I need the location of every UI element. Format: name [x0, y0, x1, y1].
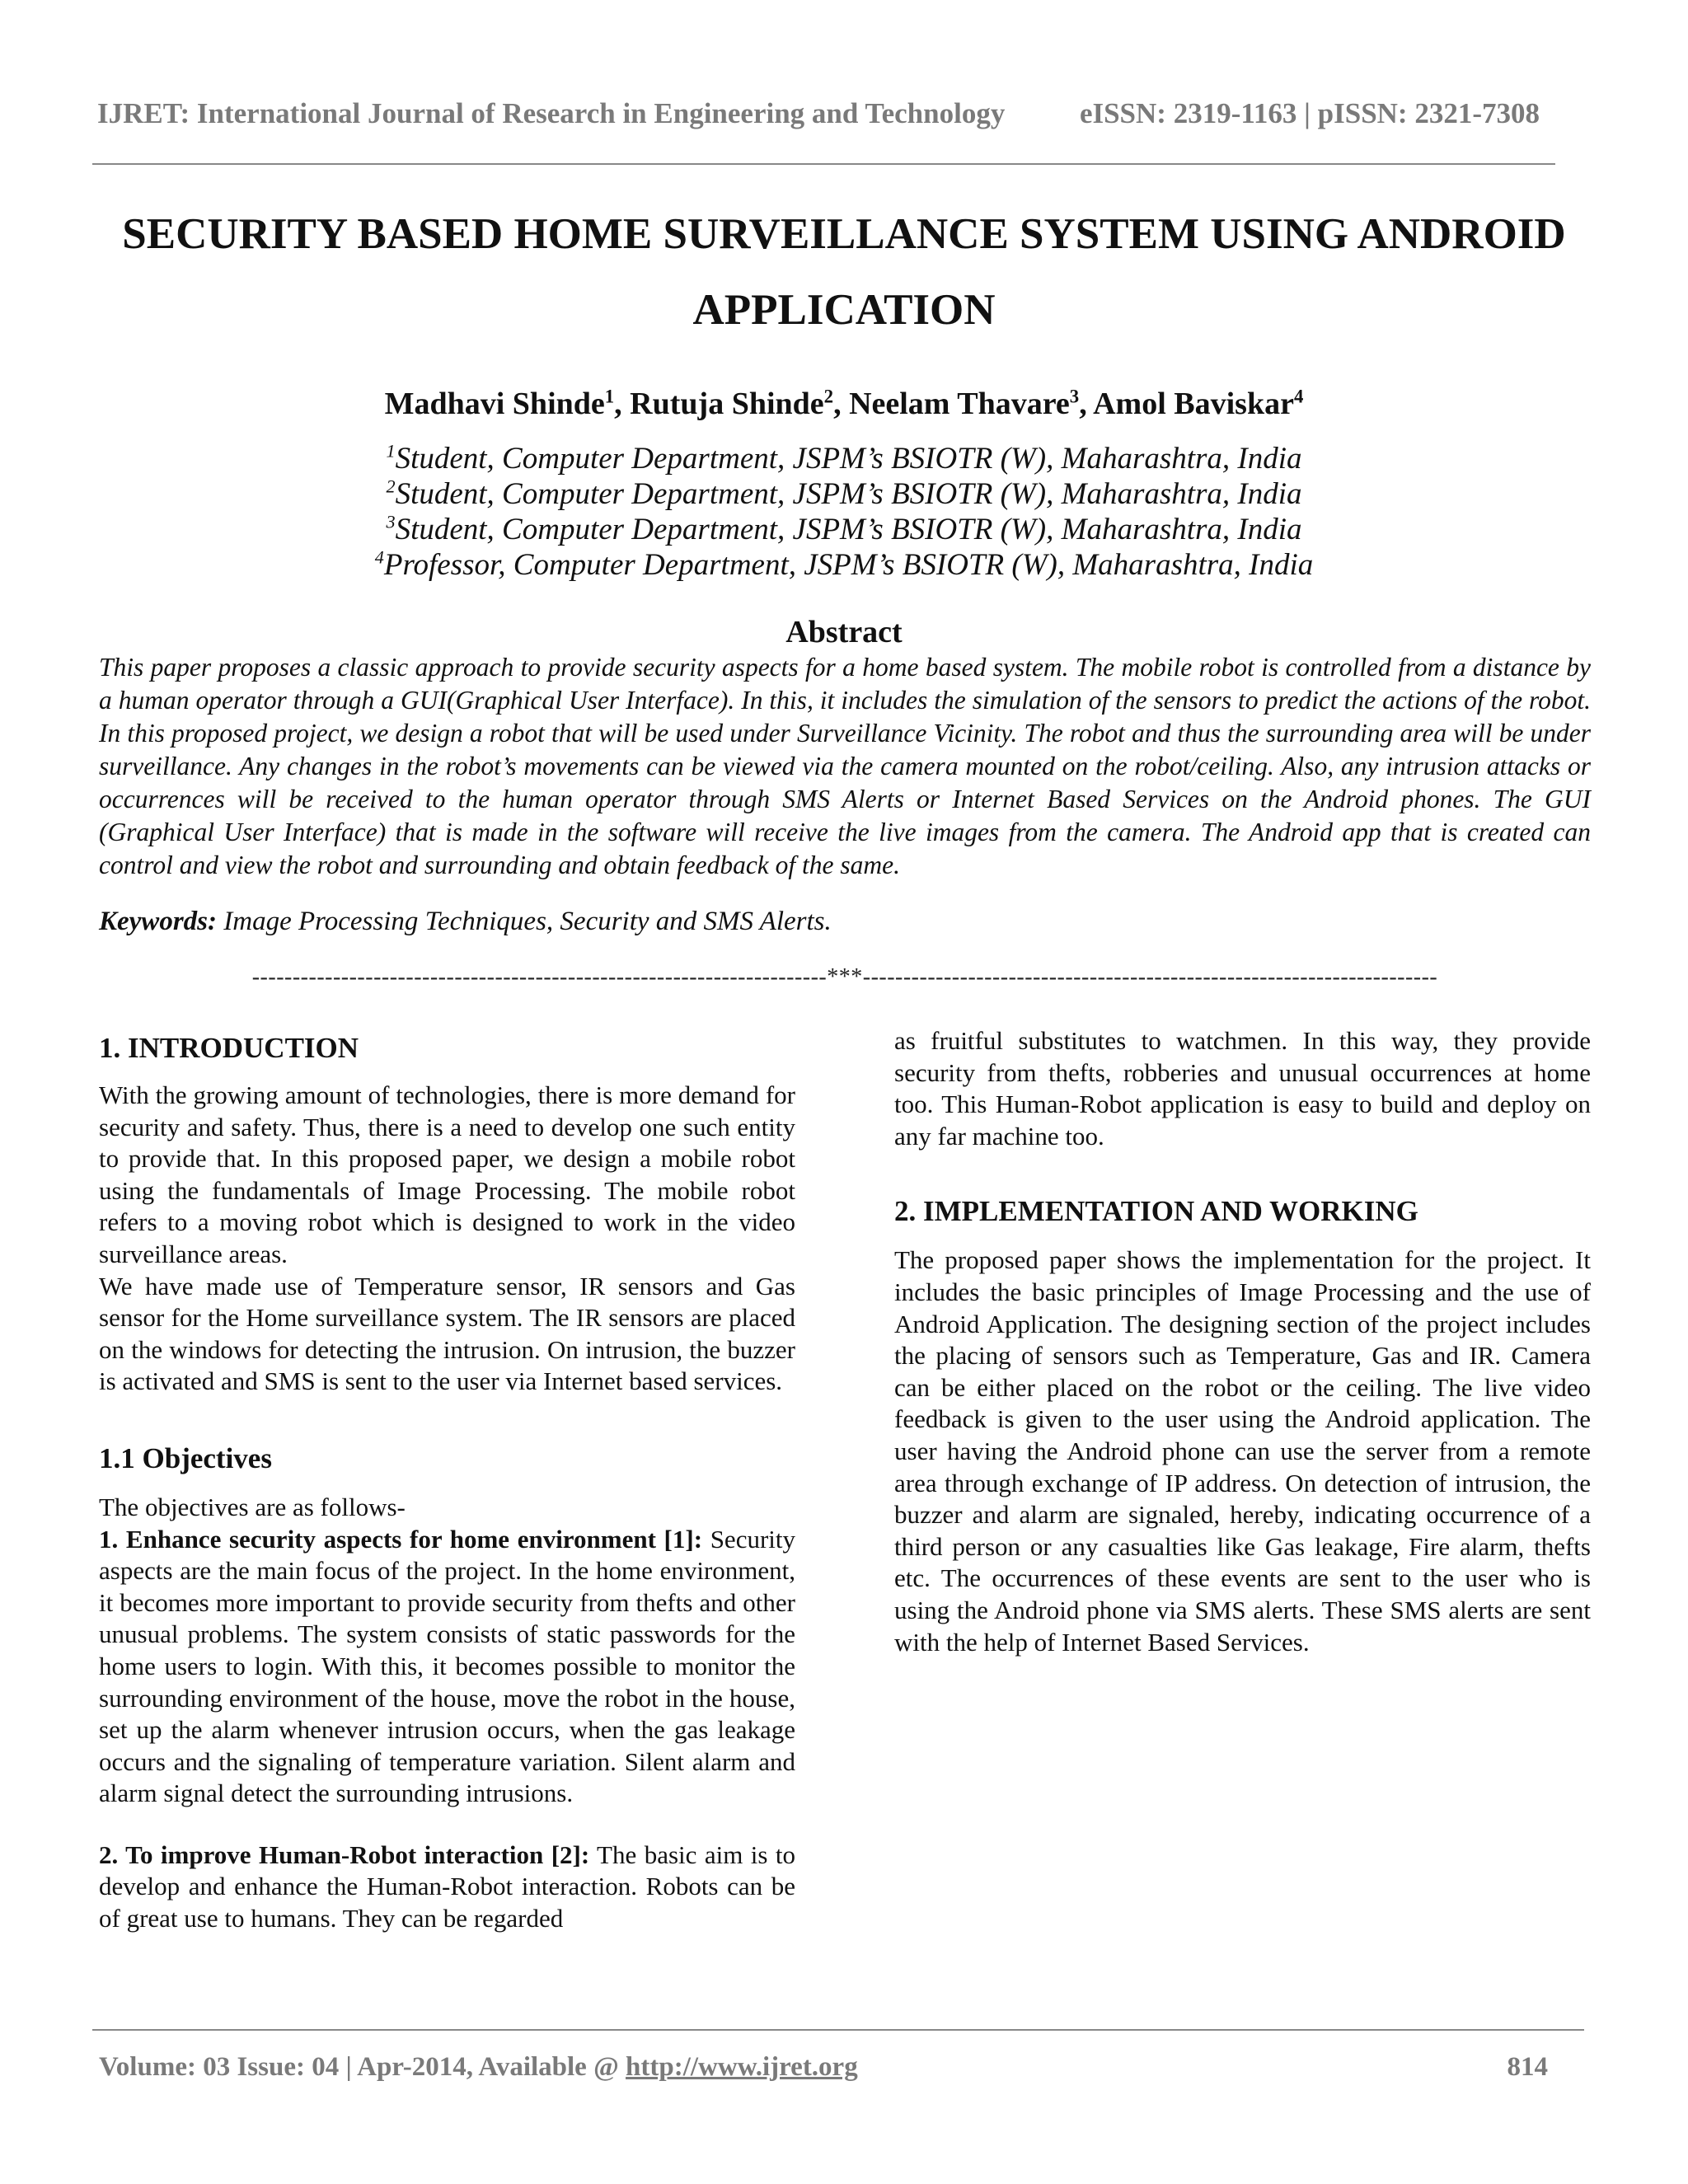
- affiliation-line: [82, 512, 1606, 547]
- objective-2-text: The basic aim is to develop and enhance the Human-Robot interaction. Robots can be of great use to humans. They can be regarded: [99, 1840, 795, 1933]
- journal-link[interactable]: http://www.ijret.org: [626, 2052, 858, 2082]
- author-mark: 1: [604, 386, 615, 407]
- objectives-heading: 1.1 Objectives: [99, 1441, 272, 1474]
- author-name: Rutuja Shinde: [630, 387, 824, 421]
- title-line-1: SECURITY BASED HOME SURVEILLANCE SYSTEM USING ANDROID: [122, 210, 1566, 258]
- journal-name: IJRET: International Journal of Research in Engineering and Technology: [97, 97, 1006, 129]
- affiliation-line: [82, 476, 1606, 512]
- affiliation-list: [82, 441, 1606, 583]
- footer-divider: [92, 2029, 1584, 2031]
- objectives-intro: The objectives are as follows-: [99, 1492, 406, 1521]
- section-separator: -----------------------------------------------------------------------***-----------------------------------------------------------------------: [251, 964, 1438, 990]
- affiliation-text: Professor, Computer Department, JSPM’s BSIOTR (W), Maharashtra, India: [383, 548, 1314, 582]
- author-separator: ,: [833, 387, 850, 421]
- abstract-heading: Abstract: [785, 615, 903, 649]
- abstract-text: This paper proposes a classic approach to provide security aspects for a home based system. The mobile robot is controlled from a distance by a human operator through a GUI(Graphical User Interface). In this, it includes the simulation of the sensors to predict the actions of the robot. In this proposed project, we design a robot that will be used under Surveillance Vicinity. The robot and thus the surrounding area will be under surveillance. Any changes in the robot’s movements can be viewed via the camera mounted on the robot/ceiling. Also, any intrusion attacks or occurrences will be received to the human operator through SMS Alerts or Internet Based Services on the Android phones. The GUI (Graphical User Interface) that is made in the software will receive the live images from the camera. The Android app that is created can control and view the robot and surrounding and obtain feedback of the same.: [99, 653, 1591, 879]
- paper-title: [82, 196, 1606, 348]
- author-name: Amol Baviskar: [1093, 387, 1294, 421]
- author-mark: 2: [823, 386, 834, 407]
- objective-1-text: Security aspects are the main focus of the project. In the home environment, it becomes more important to provide security from thefts and other unusual problems. The system consists of static passwords for the home users to login. With this, it becomes possible to monitor the surrounding environment of the house, move the robot in the house, set up the alarm whenever intrusion occurs, when the gas leakage occurs and the signaling of temperature variation. Silent alarm and alarm signal detect the surrounding intrusions.: [99, 1524, 795, 1808]
- affiliation-mark: 2: [386, 476, 396, 497]
- affiliation-text: Student, Computer Department, JSPM’s BSIOTR (W), Maharashtra, India: [395, 477, 1302, 511]
- affiliation-mark: 1: [386, 440, 396, 462]
- keywords: [99, 907, 1591, 937]
- objective-1-label: 1. Enhance security aspects for home environment [1]:: [99, 1524, 703, 1554]
- affiliation-mark: 3: [386, 511, 396, 532]
- affiliation-text: Student, Computer Department, JSPM’s BSIOTR (W), Maharashtra, India: [395, 513, 1302, 546]
- objective-2-label: 2. To improve Human-Robot interaction [2]:: [99, 1840, 590, 1869]
- header-divider: [92, 163, 1555, 165]
- author-name: Neelam Thavare: [849, 387, 1070, 421]
- title-line-2: APPLICATION: [692, 286, 996, 334]
- intro-paragraph-2: We have made use of Temperature sensor, IR sensors and Gas sensor for the Home surveillance system. The IR sensors are placed on the windows for detecting the intrusion. On intrusion, the buzzer is activated and SMS is sent to the user via Internet based services.: [99, 1271, 795, 1396]
- volume-text: Volume: 03 Issue: 04 | Apr-2014, Available @: [99, 2052, 626, 2082]
- author-separator: ,: [614, 387, 631, 421]
- implementation-heading: 2. IMPLEMENTATION AND WORKING: [894, 1195, 1418, 1228]
- affiliation-text: Student, Computer Department, JSPM’s BSIOTR (W), Maharashtra, India: [395, 442, 1302, 476]
- author-mark: 3: [1069, 386, 1080, 407]
- affiliation-line: [82, 547, 1606, 583]
- page-number: 814: [1507, 2052, 1548, 2082]
- introduction-heading: 1. INTRODUCTION: [99, 1032, 359, 1064]
- right-column: [894, 1025, 1591, 1658]
- author-name: Madhavi Shinde: [384, 387, 605, 421]
- objective-2: [99, 1840, 795, 1935]
- affiliation-mark: 4: [374, 546, 384, 568]
- intro-paragraph-1: With the growing amount of technologies, there is more demand for security and safety. Thus, there is a need to develop one such entity to provide that. In this proposed paper, we design a mobile robot using the fundamentals of Image Processing. The mobile robot refers to a moving robot which is designed to work in the video surveillance areas.: [99, 1080, 795, 1268]
- left-column: [99, 1029, 795, 1935]
- keywords-text: Image Processing Techniques, Security and SMS Alerts.: [223, 907, 832, 936]
- volume-info: [99, 2052, 858, 2083]
- author-list: [82, 386, 1606, 422]
- objective-1: [99, 1524, 795, 1810]
- issn-info: eISSN: 2319-1163 | pISSN: 2321-7308: [1079, 97, 1540, 129]
- author-mark: 4: [1293, 386, 1304, 407]
- implementation-paragraph: The proposed paper shows the implementation for the project. It includes the basic principles of Image Processing and the use of Android Application. The designing section of the project includes the placing of sensors such as Temperature, Gas and IR. Camera can be either placed on the robot or the ceiling. The live video feedback is given to the user using the Android application. The user having the Android phone can use the server from a remote area through exchange of IP address. On detection of intrusion, the buzzer and alarm are signaled, hereby, indicating occurrence of a third person or any casualties like Gas leakage, Fire alarm, thefts etc. The occurrences of these events are sent to the user who is using the Android phone via SMS alerts. These SMS alerts are sent with the help of Internet Based Services.: [894, 1245, 1591, 1657]
- continued-paragraph: as fruitful substitutes to watchmen. In this way, they provide security from thefts, robberies and unusual occurrences at home too. This Human-Robot application is easy to build and deploy on any far machine too.: [894, 1026, 1591, 1151]
- author-separator: ,: [1079, 387, 1094, 421]
- keywords-label: Keywords:: [99, 907, 217, 936]
- affiliation-line: [82, 441, 1606, 476]
